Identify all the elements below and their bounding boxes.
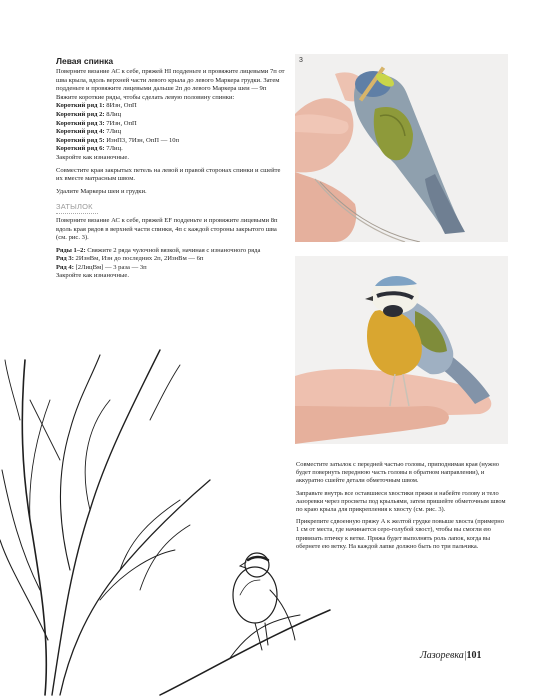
section-heading-nape: ЗАТЫЛОК: [56, 202, 93, 212]
left-column: [56, 56, 288, 281]
left-remove-note: Удалите Маркеры шеи и грудки.: [56, 187, 147, 195]
section-heading-left-back: Левая спинка: [56, 56, 114, 66]
branch-and-bird-sketch: [0, 340, 360, 700]
left-close-note: Закройте как изнаночные.: [56, 153, 129, 161]
photo-number: 3: [299, 57, 303, 64]
nape-close-note: Закройте как изнаночные.: [56, 272, 129, 280]
heading-divider: [56, 213, 98, 214]
knitted-bird-back-image: [295, 54, 508, 242]
page-folio: Лазоревка|101: [420, 650, 482, 661]
nape-row-1: Ряды 1–2: Свяжите 2 ряда чулочной вязкой, начиная с изнаночного ряда: [56, 246, 261, 254]
nape-intro: Поверните вязание АС к себе, пряжей EF подденьте и провяжите лицевыми 8п вдоль края рядов в верхней части спинки, 4п с каждой стороны закрытого шва (см. рис. 3).: [56, 216, 278, 242]
photo-bird-back-in-hand: [295, 54, 508, 242]
instruction-stuffing: Заправьте внутрь все оставшиеся хвостики пряжи и набейте голову и тело лазоревки через просветы под крыльями, затем пришейте обметочным швом по краю крыла для прикрепления к хвосту (см. рис. 3).: [296, 489, 506, 514]
nape-row-2: Ряд 3: 2ИзнВм, Изн до последних 2п, 2ИзнВм — 6п: [56, 255, 204, 263]
short-row-4: Короткий ряд 4: 7Лиц: [56, 128, 122, 136]
short-row-5: Короткий ряд 5: ИзнП3, 7Изн, ОпП — 10п: [56, 136, 180, 144]
instruction-join-nape: Совместите затылок с передней частью головы, приподнимая края (нужно будет повернуть переднюю часть головы в обратном направлении), и аккуратно сшейте детали обметочным швом.: [296, 461, 499, 485]
short-row-3: Короткий ряд 3: 7Изн, ОпП: [56, 119, 137, 127]
left-back-intro: Поверните вязание АС к себе, пряжей HI подденьте и провяжите лицевыми 7п от шва крыла, вдоль верхней части левого крыла до левого Маркера грудки. Затем подденьте и провяжите лицевыми дальше 2п до левого Маркера шеи — 9п: [56, 68, 285, 93]
nape-row-3: Ряд 4: [2ЛицВм] — 3 раза — 3п: [56, 263, 147, 271]
left-join-note: Совместите края закрытых петель на левой и правой сторонах спинки и сшейте их вместе матрасным швом.: [56, 166, 281, 183]
short-row-1: Короткий ряд 1: 8Изн, ОпП: [56, 102, 137, 110]
page-number: 101: [466, 650, 482, 661]
short-rows-intro: Вяжите короткие ряды, чтобы сделать левую половину спинки:: [56, 93, 235, 101]
short-row-6: Короткий ряд 6: 7Лиц.: [56, 145, 123, 153]
folio-title: Лазоревка: [420, 650, 464, 661]
instruction-legs: Прикрепите сдвоенную пряжу А к желтой грудке повыше хвоста (примерно 1 см от места, где начинается серо-голубой хвост), чтобы вы смогли ею привязать птичку к ветке. Пряжа будет выполнять роль лапок, когда вы обернете ею ветку. На каждой лапке должно быть по три пальчика.: [296, 518, 504, 550]
short-row-2: Короткий ряд 2: 8Лиц: [56, 110, 122, 118]
